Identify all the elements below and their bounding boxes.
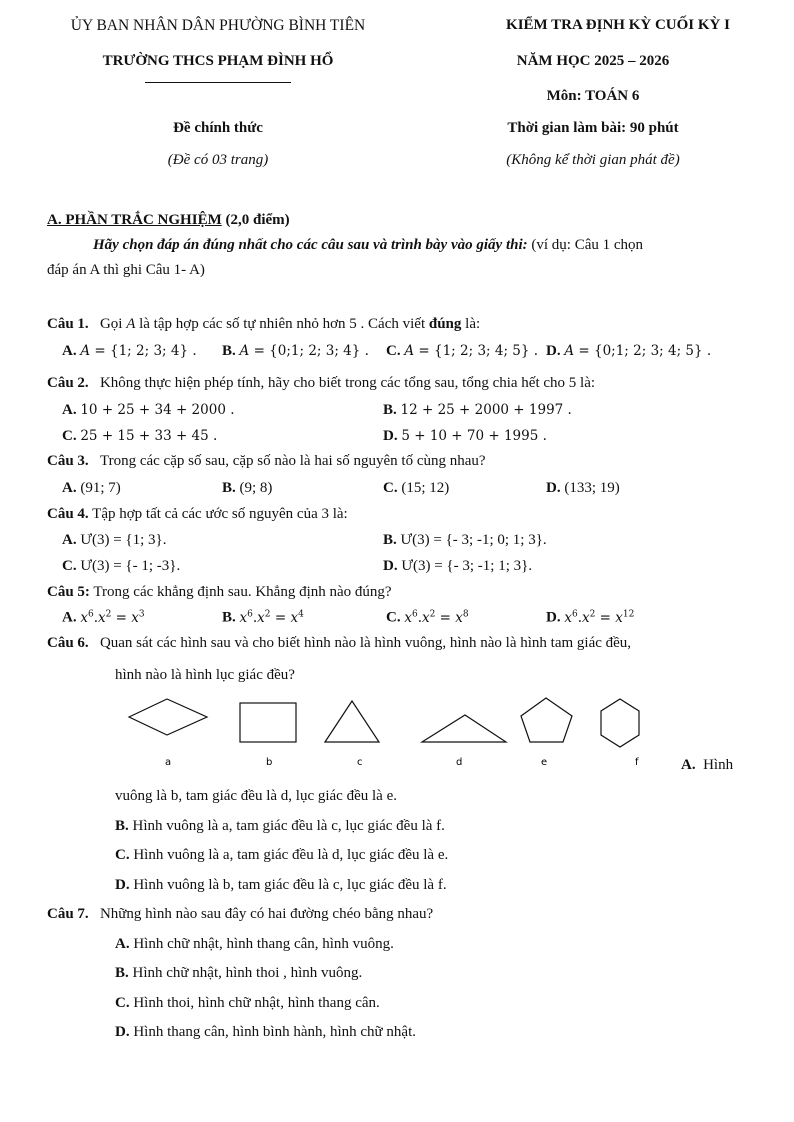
q1-option-a: A. A = {1; 2; 3; 4} . [62, 343, 197, 359]
shape-label-f: f [635, 757, 639, 768]
hexagon-shape [601, 699, 639, 747]
q1-option-b: B. A = {0;1; 2; 3; 4} . [222, 343, 369, 359]
school-name: TRƯỜNG THCS PHẠM ĐÌNH HỔ [102, 53, 334, 69]
obtuse-triangle-shape [422, 715, 506, 742]
exam-title: KIỂM TRA ĐỊNH KỲ CUỐI KỲ I [506, 17, 730, 33]
q4-option-d: D. Ư(3) = {- 3; -1; 1; 3}. [383, 558, 533, 574]
duration-note: (Không kể thời gian phát đề) [506, 152, 680, 168]
q5-option-a: A. $x^6.x^2 = x^3$ [62, 609, 145, 626]
official-label: Đề chính thức [173, 120, 263, 136]
rhombus-shape [129, 699, 207, 735]
q7-option-a: A. Hình chữ nhật, hình thang cân, hình vuông. [115, 936, 394, 952]
q3-option-a: A. (91; 7) [62, 480, 121, 496]
page-count: (Đề có 03 trang) [167, 152, 269, 168]
question-5: Câu 5: Trong các khẳng định sau. Khẳng định nào đúng? [47, 584, 392, 600]
q2-option-c: C. 25 + 15 + 33 + 45 . [62, 428, 218, 444]
school-year: NĂM HỌC 2025 – 2026 [516, 53, 670, 69]
q1-option-c: C. A = {1; 2; 3; 4; 5} . [386, 343, 539, 359]
duration: Thời gian làm bài: 90 phút [507, 120, 679, 136]
authority-name: ỦY BAN NHÂN DÂN PHƯỜNG BÌNH TIÊN [70, 17, 366, 34]
q5-option-d: D. $x^6.x^2 = x^{12}$ [546, 609, 635, 626]
q7-option-d: D. Hình thang cân, hình bình hành, hình chữ nhật. [115, 1024, 417, 1040]
q3-option-b: B. (9; 8) [222, 480, 273, 496]
equilateral-triangle-shape [325, 701, 379, 742]
q2-option-d: D. 5 + 10 + 70 + 1995 . [383, 428, 547, 444]
q6-option-d: D. Hình vuông là b, tam giác đều là c, lục giác đều là f. [115, 877, 447, 893]
shape-label-c: c [357, 757, 363, 768]
header-divider [145, 82, 291, 83]
q6-option-b: B. Hình vuông là a, tam giác đều là c, lục giác đều là f. [115, 818, 445, 834]
subject: Môn: TOÁN 6 [546, 88, 640, 104]
q6-option-c: C. Hình vuông là a, tam giác đều là d, lục giác đều là e. [115, 847, 449, 863]
shapes-figure [115, 695, 680, 770]
question-6-cont: hình nào là hình lục giác đều? [115, 667, 295, 683]
pentagon-shape [521, 698, 572, 742]
shape-label-d: d [456, 757, 463, 768]
q2-option-b: B. 12 + 25 + 2000 + 1997 . [383, 402, 572, 418]
q6-option-a-rest: vuông là b, tam giác đều là d, lục giác đều là e. [115, 788, 397, 804]
q7-option-b: B. Hình chữ nhật, hình thoi , hình vuông. [115, 965, 363, 981]
question-2: Câu 2. Không thực hiện phép tính, hãy cho biết trong các tổng sau, tổng chia hết cho 5 là: [47, 375, 596, 391]
q4-option-b: B. Ư(3) = {- 3; -1; 0; 1; 3}. [383, 532, 547, 548]
q4-option-c: C. Ư(3) = {- 1; -3}. [62, 558, 181, 574]
question-3: Câu 3. Trong các cặp số sau, cặp số nào là hai số nguyên tố cùng nhau? [47, 453, 486, 469]
q7-option-c: C. Hình thoi, hình chữ nhật, hình thang cân. [115, 995, 380, 1011]
q5-option-b: B. $x^6.x^2 = x^4$ [222, 609, 304, 626]
q1-option-d: D. A = {0;1; 2; 3; 4; 5} . [546, 343, 712, 359]
shape-label-e: e [541, 757, 548, 768]
q2-option-a: A. 10 + 25 + 34 + 2000 . [62, 402, 235, 418]
question-6: Câu 6. Quan sát các hình sau và cho biết hình nào là hình vuông, hình nào là hình tam giác đều, [47, 635, 632, 651]
square-shape [240, 703, 296, 742]
question-1: Câu 1. Gọi A là tập hợp các số tự nhiên nhỏ hơn 5 . Cách viết đúng là: [47, 316, 481, 332]
question-7: Câu 7. Những hình nào sau đây có hai đường chéo bằng nhau? [47, 906, 434, 922]
q5-option-c: C. $x^6.x^2 = x^8$ [386, 609, 469, 626]
section-title: A. PHẦN TRẮC NGHIỆM (2,0 điểm) [47, 212, 290, 228]
q3-option-c: C. (15; 12) [383, 480, 450, 496]
question-4: Câu 4. Tập hợp tất cả các ước số nguyên của 3 là: [47, 506, 348, 522]
q6-option-a-start: A. Hình [681, 757, 734, 773]
shape-label-b: b [266, 757, 273, 768]
q3-option-d: D. (133; 19) [546, 480, 620, 496]
instruction: Hãy chọn đáp án đúng nhất cho các câu sau và trình bày vào giấy thi: (ví dụ: Câu 1 chọn [93, 237, 644, 253]
q4-option-a: A. Ư(3) = {1; 3}. [62, 532, 167, 548]
shape-label-a: a [165, 757, 172, 768]
instruction-cont: đáp án A thì ghi Câu 1- A) [47, 262, 205, 278]
